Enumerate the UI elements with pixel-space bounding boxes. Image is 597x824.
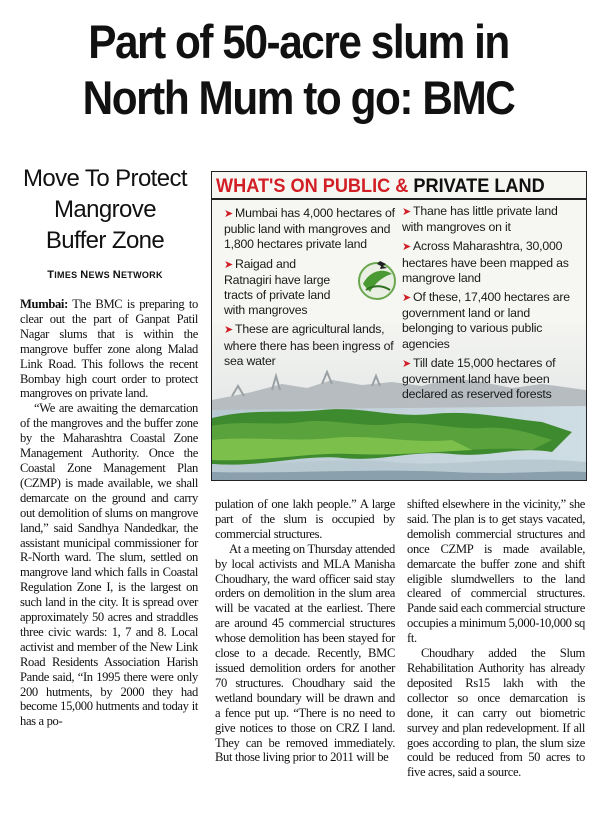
graphic-title bbox=[216, 172, 545, 198]
arrow-icon: ➤ bbox=[224, 324, 234, 337]
kicker bbox=[20, 163, 190, 256]
facts-right bbox=[402, 204, 578, 406]
arrow-icon: ➤ bbox=[402, 206, 412, 218]
fact-item bbox=[224, 257, 344, 319]
byline-cap: N bbox=[80, 269, 89, 281]
headline-line-1: Part of 50-acre slum in bbox=[88, 15, 509, 68]
article-paragraph-4: At a meeting on Thursday attended by local activists and MLA Manisha Choudhary, the ward officer said stay orders on demolition in the slum area will be vacated at the earliest. There are around 45 commercial structures whose demolition has been stayed for close to a decade. Recently, BMC issued demolition orders for another 70 structures. Choudhary said the wetland boundary will be drawn and a fence put up. “There is no need to give notices to those on CRZ I land. They can be removed immediately. But those living prior to 2011 will be bbox=[215, 541, 395, 765]
arrow-icon: ➤ bbox=[402, 241, 412, 254]
article-paragraph-2: “We are awaiting the demarcation of the mangroves and the buffer zone by the Maharashtra Coastal Zone Management Authority. Once the Coastal Zone Management Plan (CZMP) is made available, we shall demarcate on the ground and carry out demolition of slums on mangrove land,” said Sandhya Nandedkar, the assistant municipal commissioner for R-North ward. The slum, settled on mangrove land which falls in Coastal Regulation Zone I, is the largest on such land in the city. It is spread over approximately 50 acres and straddles three civic wards: 1, 7 and 8. Local activist and member of the New Link Road Residents Association Harish Pande said, “In 1995 there were only 200 hutments, by 2000 they had become 15,000 hutments and today it has a po- bbox=[20, 401, 198, 729]
article-paragraph-5: shifted elsewhere in the vicinity,” she said. The plan is to get stays vacated, demolish commercial structures and once CZMP is made available, demarcate the buffer zone and shift eligible slumdwellers to the land cleared of commercial structures. Pande said each commercial structure occupies a minimum 5,000-10,000 sq ft. bbox=[407, 497, 585, 646]
byline-small: ETWORK bbox=[120, 270, 163, 280]
article-paragraph-6: Choudhary added the Slum Rehabilitation Authority has already deposited Rs15 lakh with the collector so once demarcation is done, it can carry out biometric survey and plan redevelopment. If all goes according to plan, the slum size could be reduced from 50 acres to five acres, said a source. bbox=[407, 646, 585, 780]
fact-text: Raigad and Ratnagiri have large tracts of private land with mangroves bbox=[224, 256, 331, 318]
article-paragraph-1 bbox=[20, 297, 198, 401]
fact-text: Till date 15,000 hectares of government land have been declared as reserved forests bbox=[402, 355, 556, 402]
article-column-2 bbox=[215, 497, 395, 765]
arrow-icon: ➤ bbox=[224, 258, 234, 271]
headline bbox=[30, 14, 567, 126]
fact-text: Thane has little private land with mangroves on it bbox=[402, 204, 558, 235]
headline-line-2: North Mum to go: BMC bbox=[82, 71, 515, 124]
byline bbox=[20, 269, 190, 281]
byline-cap: T bbox=[47, 269, 55, 281]
arrow-icon: ➤ bbox=[402, 357, 412, 370]
paragraph-text: The BMC is preparing to clear out the part of Ganpat Patil Nagar slums that is within the mangrove buffer zone along Malad Link Road. This follows the recent Bombay high court order to protect mangroves on private land. bbox=[20, 297, 198, 401]
fact-item bbox=[402, 239, 578, 286]
article-column-1 bbox=[20, 297, 198, 729]
fact-text: Of these, 17,400 hectares are government land or land belonging to various public agencies bbox=[402, 290, 570, 351]
kicker-line-3: Buffer Zone bbox=[45, 227, 165, 254]
byline-small: IMES bbox=[54, 270, 81, 280]
fact-item bbox=[402, 204, 578, 235]
fact-item bbox=[402, 290, 578, 352]
facts-left bbox=[224, 206, 404, 373]
kicker-line-2: Mangrove bbox=[54, 196, 156, 223]
fact-text: Mumbai has 4,000 hectares of public land with mangroves and 1,800 hectares private land bbox=[224, 206, 395, 252]
arrow-icon: ➤ bbox=[402, 292, 412, 305]
fact-item bbox=[224, 206, 404, 253]
graphic-title-rule bbox=[212, 198, 586, 200]
arrow-icon: ➤ bbox=[224, 208, 234, 220]
article-paragraph-3: pulation of one lakh people.” A large part of the slum is occupied by commercial structures. bbox=[215, 497, 395, 541]
fact-text: Across Maharashtra, 30,000 hectares have been mapped as mangrove land bbox=[402, 239, 569, 285]
kicker-line-1: Move To Protect bbox=[23, 165, 187, 192]
article-column-3 bbox=[407, 497, 585, 780]
fact-item bbox=[402, 356, 578, 403]
fact-item bbox=[224, 322, 404, 369]
fact-text: These are agricultural lands, where there has been ingress of sea water bbox=[224, 322, 394, 368]
info-graphic bbox=[211, 171, 587, 481]
byline-cap: N bbox=[112, 269, 121, 281]
graphic-title-red: WHAT'S ON PUBLIC & bbox=[216, 175, 414, 197]
dateline: Mumbai: bbox=[20, 297, 68, 311]
graphic-title-black: PRIVATE LAND bbox=[413, 175, 545, 197]
byline-small: EWS bbox=[88, 270, 113, 280]
